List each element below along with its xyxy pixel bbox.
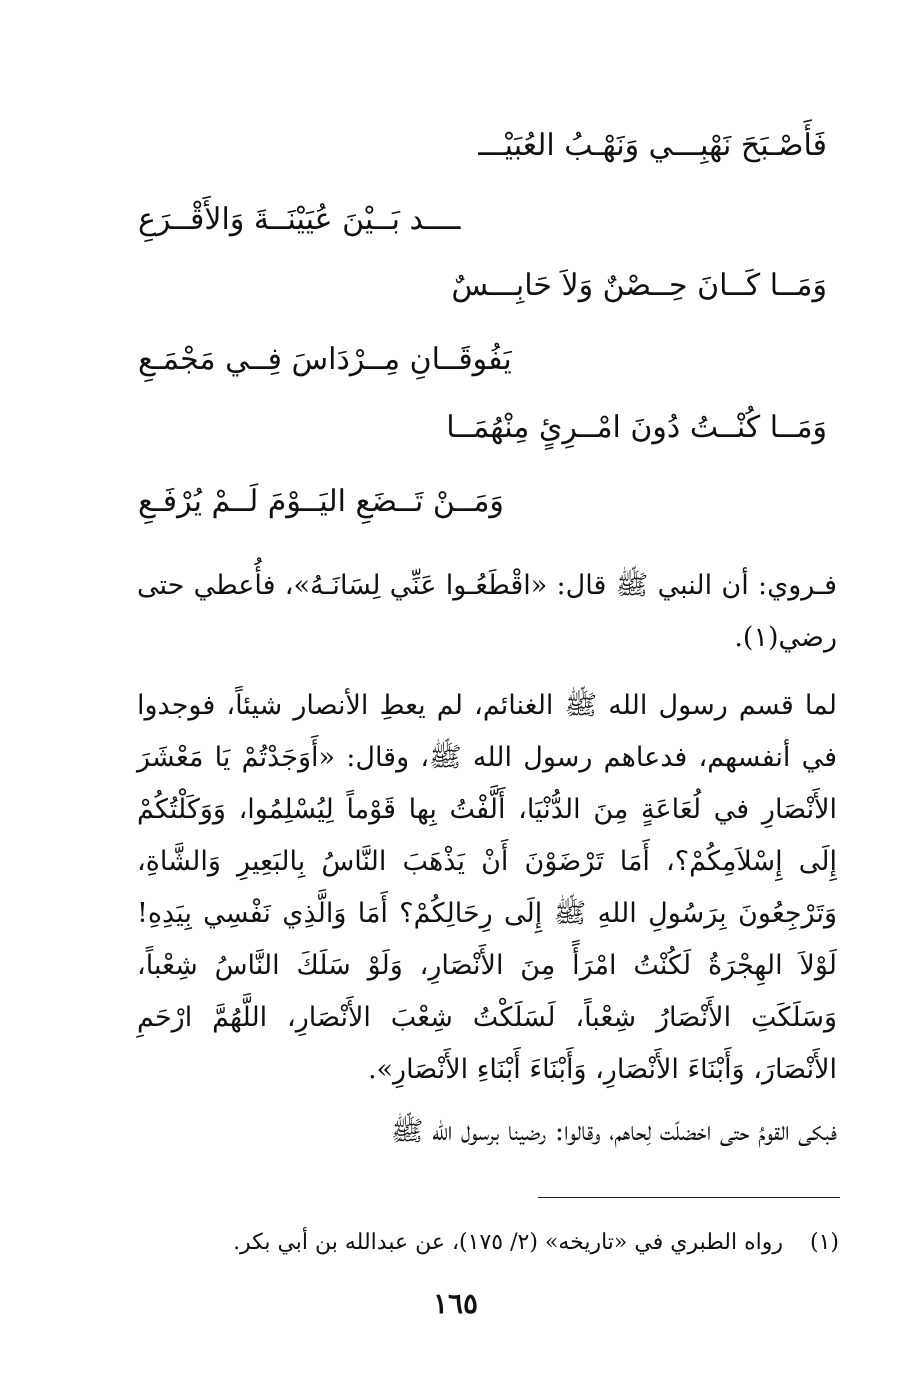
footnote-number: (١) <box>809 1230 839 1255</box>
footnote-text: رواه الطبري في «تاريخه» (٢/ ١٧٥)، عن عبدالله بن أبي بكر. <box>233 1230 783 1255</box>
poem-line-6: وَمَــنْ تَــضَعِ اليَــوْمَ لَــمْ يُرْفَـعِ <box>138 484 504 519</box>
poem-line-4: يَفُوقَــانِ مِــرْدَاسَ فِــي مَجْمَـعِ <box>138 342 512 377</box>
poem-line-1: فَأَصْـبَحَ نَهْبِـــي وَنَهْـبُ العُبَيْـــ <box>478 128 827 163</box>
paragraph-1: فـروي: أن النبي ﷺ قال: «اقْطَعُـوا عَنِّي لِسَانَـهُ»، فأُعطي حتى رضي(١). <box>137 570 837 653</box>
poem-line-2: ــــد بَــيْنَ عُيَيْنَــةَ وَالأَقْــرَعِ <box>138 202 461 237</box>
poem-line-5: وَمَــا كُنْــتُ دُونَ امْــرِئٍ مِنْهُمَــا <box>446 410 827 445</box>
footnote <box>139 1226 839 1260</box>
paragraph-2: لما قسم رسول الله ﷺ الغنائم، لم يعطِ الأنصار شيئاً، فوجدوا في أنفسهم، فدعاهم رسول الله ﷺ، وقال: «أَوَجَدْتُمْ يَا مَعْشَرَ الأَنْصَارِ في لُعَاعَةٍ مِنَ الدُّنْيَا، أَلَّفْتُ بِها قَوْماً لِيُسْلِمُوا، وَوَكَلْتُكُمْ إِلَى إِسْلاَمِكُمْ؟، أَمَا تَرْضَوْنَ أَنْ يَذْهَبَ النَّاسُ بِالبَعِيرِ وَالشَّاةِ، وَتَرْجِعُونَ بِرَسُولِ اللهِ ﷺ إِلَى رِحَالِكُمْ؟ أَمَا وَالَّذِي نَفْسِي بِيَدِهِ! لَوْلاَ الهِجْرَةُ لَكُنْتُ امْرَأً مِنَ الأَنْصَارِ، وَلَوْ سَلَكَ النَّاسُ شِعْباً، وَسَلَكَتِ الأَنْصَارُ شِعْباً، لَسَلَكْتُ شِعْبَ الأَنْصَارِ، اللَّهُمَّ ارْحَمِ الأَنْصَارَ، وَأَبْنَاءَ الأَنْصَارِ، وَأَبْنَاءَ أَبْنَاءِ الأَنْصَارِ». <box>137 690 837 1085</box>
paragraph-3: فبكى القومُ حتى اخضلّت لِحاهم، وقالوا: رضينا برسول الله ﷺ <box>390 1116 837 1147</box>
poem-line-3: وَمَــا كَــانَ حِــصْنٌ وَلاَ حَابِـــسٌ <box>451 268 827 303</box>
page-number: ١٦٥ <box>432 1287 479 1320</box>
footnote-separator <box>538 1197 840 1198</box>
